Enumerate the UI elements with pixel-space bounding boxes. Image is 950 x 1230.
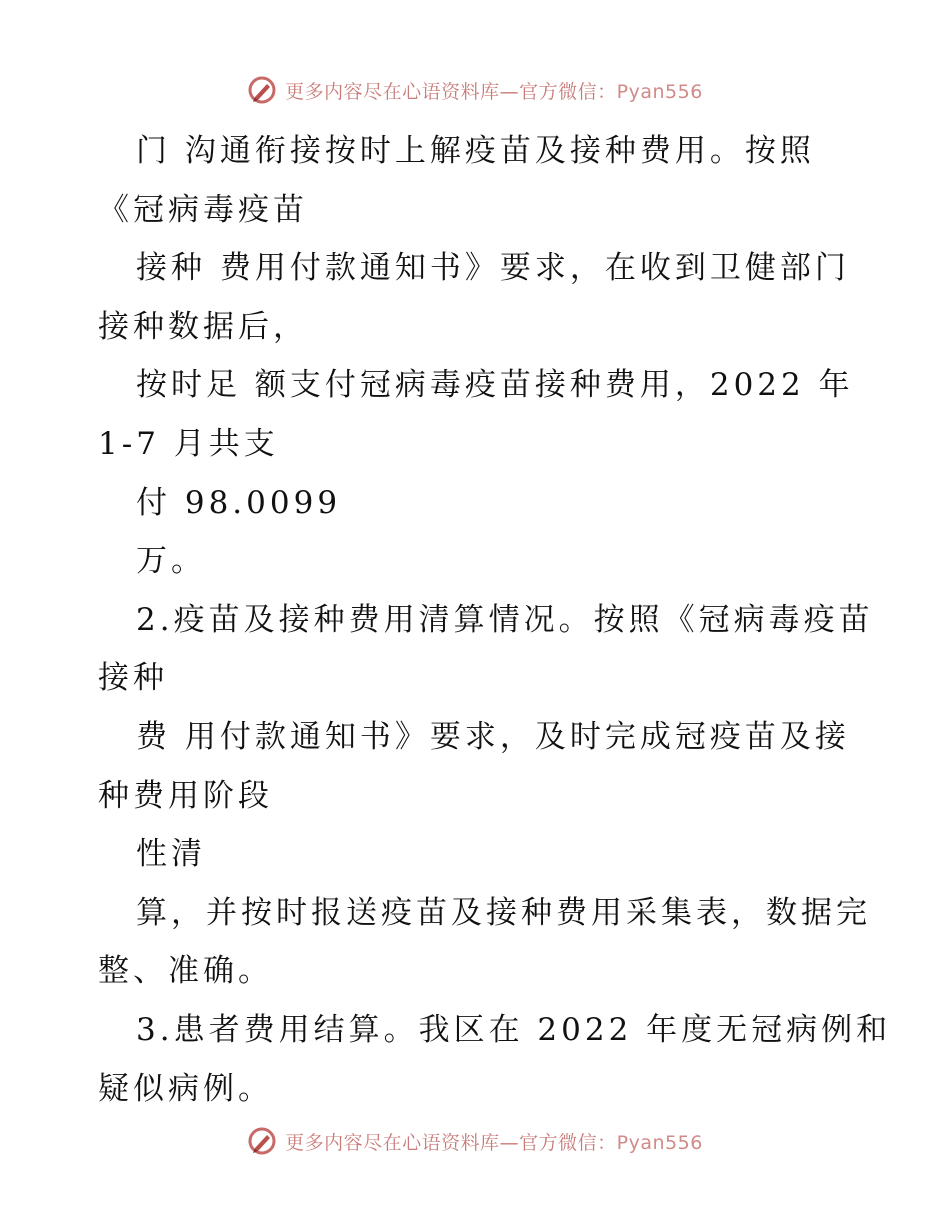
pen-logo-icon xyxy=(247,1126,277,1156)
text-line: 疑似病例。 xyxy=(98,1070,273,1107)
watermark-label: 更多内容尽在心语资料库—官方微信： xyxy=(285,1131,617,1154)
text-line: 接种数据后， xyxy=(98,308,308,345)
document-body xyxy=(98,122,892,1118)
watermark-header xyxy=(0,70,950,110)
text-line: 费 用付款通知书》要求，及时完成冠疫苗及接 xyxy=(136,718,850,755)
text-line: 算，并按时报送疫苗及接种费用采集表，数据完 xyxy=(136,894,871,931)
text-line: 按时足 额支付冠病毒疫苗接种费用，2022 年 xyxy=(136,367,854,404)
watermark-footer xyxy=(0,1121,950,1161)
text-line: 门 沟通衔接按时上解疫苗及接种费用。按照 xyxy=(136,133,815,169)
text-line: 性清 xyxy=(136,836,206,873)
text-line: 2.疫苗及接种费用清算情况。按照《冠病毒疫苗 xyxy=(136,601,874,638)
text-line: 付 98.0099 xyxy=(136,484,342,521)
watermark-text xyxy=(285,1128,703,1155)
text-line: 接种 xyxy=(98,660,168,697)
text-line: 种费用阶段 xyxy=(98,777,273,814)
text-line: 3.患者费用结算。我区在 2022 年度无冠病例和 xyxy=(136,1011,892,1048)
text-line: 接种 费用付款通知书》要求，在收到卫健部门 xyxy=(136,250,850,287)
text-line: 《冠病毒疫苗 xyxy=(98,191,308,228)
watermark-label: 更多内容尽在心语资料库—官方微信： xyxy=(285,80,617,103)
watermark-id: Pyan556 xyxy=(616,1131,703,1154)
watermark-text xyxy=(285,77,703,104)
watermark-id: Pyan556 xyxy=(616,80,703,103)
pen-logo-icon xyxy=(247,75,277,105)
text-line: 万。 xyxy=(136,543,206,580)
text-line: 整、准确。 xyxy=(98,953,273,990)
text-line: 1-7 月共支 xyxy=(98,425,279,462)
